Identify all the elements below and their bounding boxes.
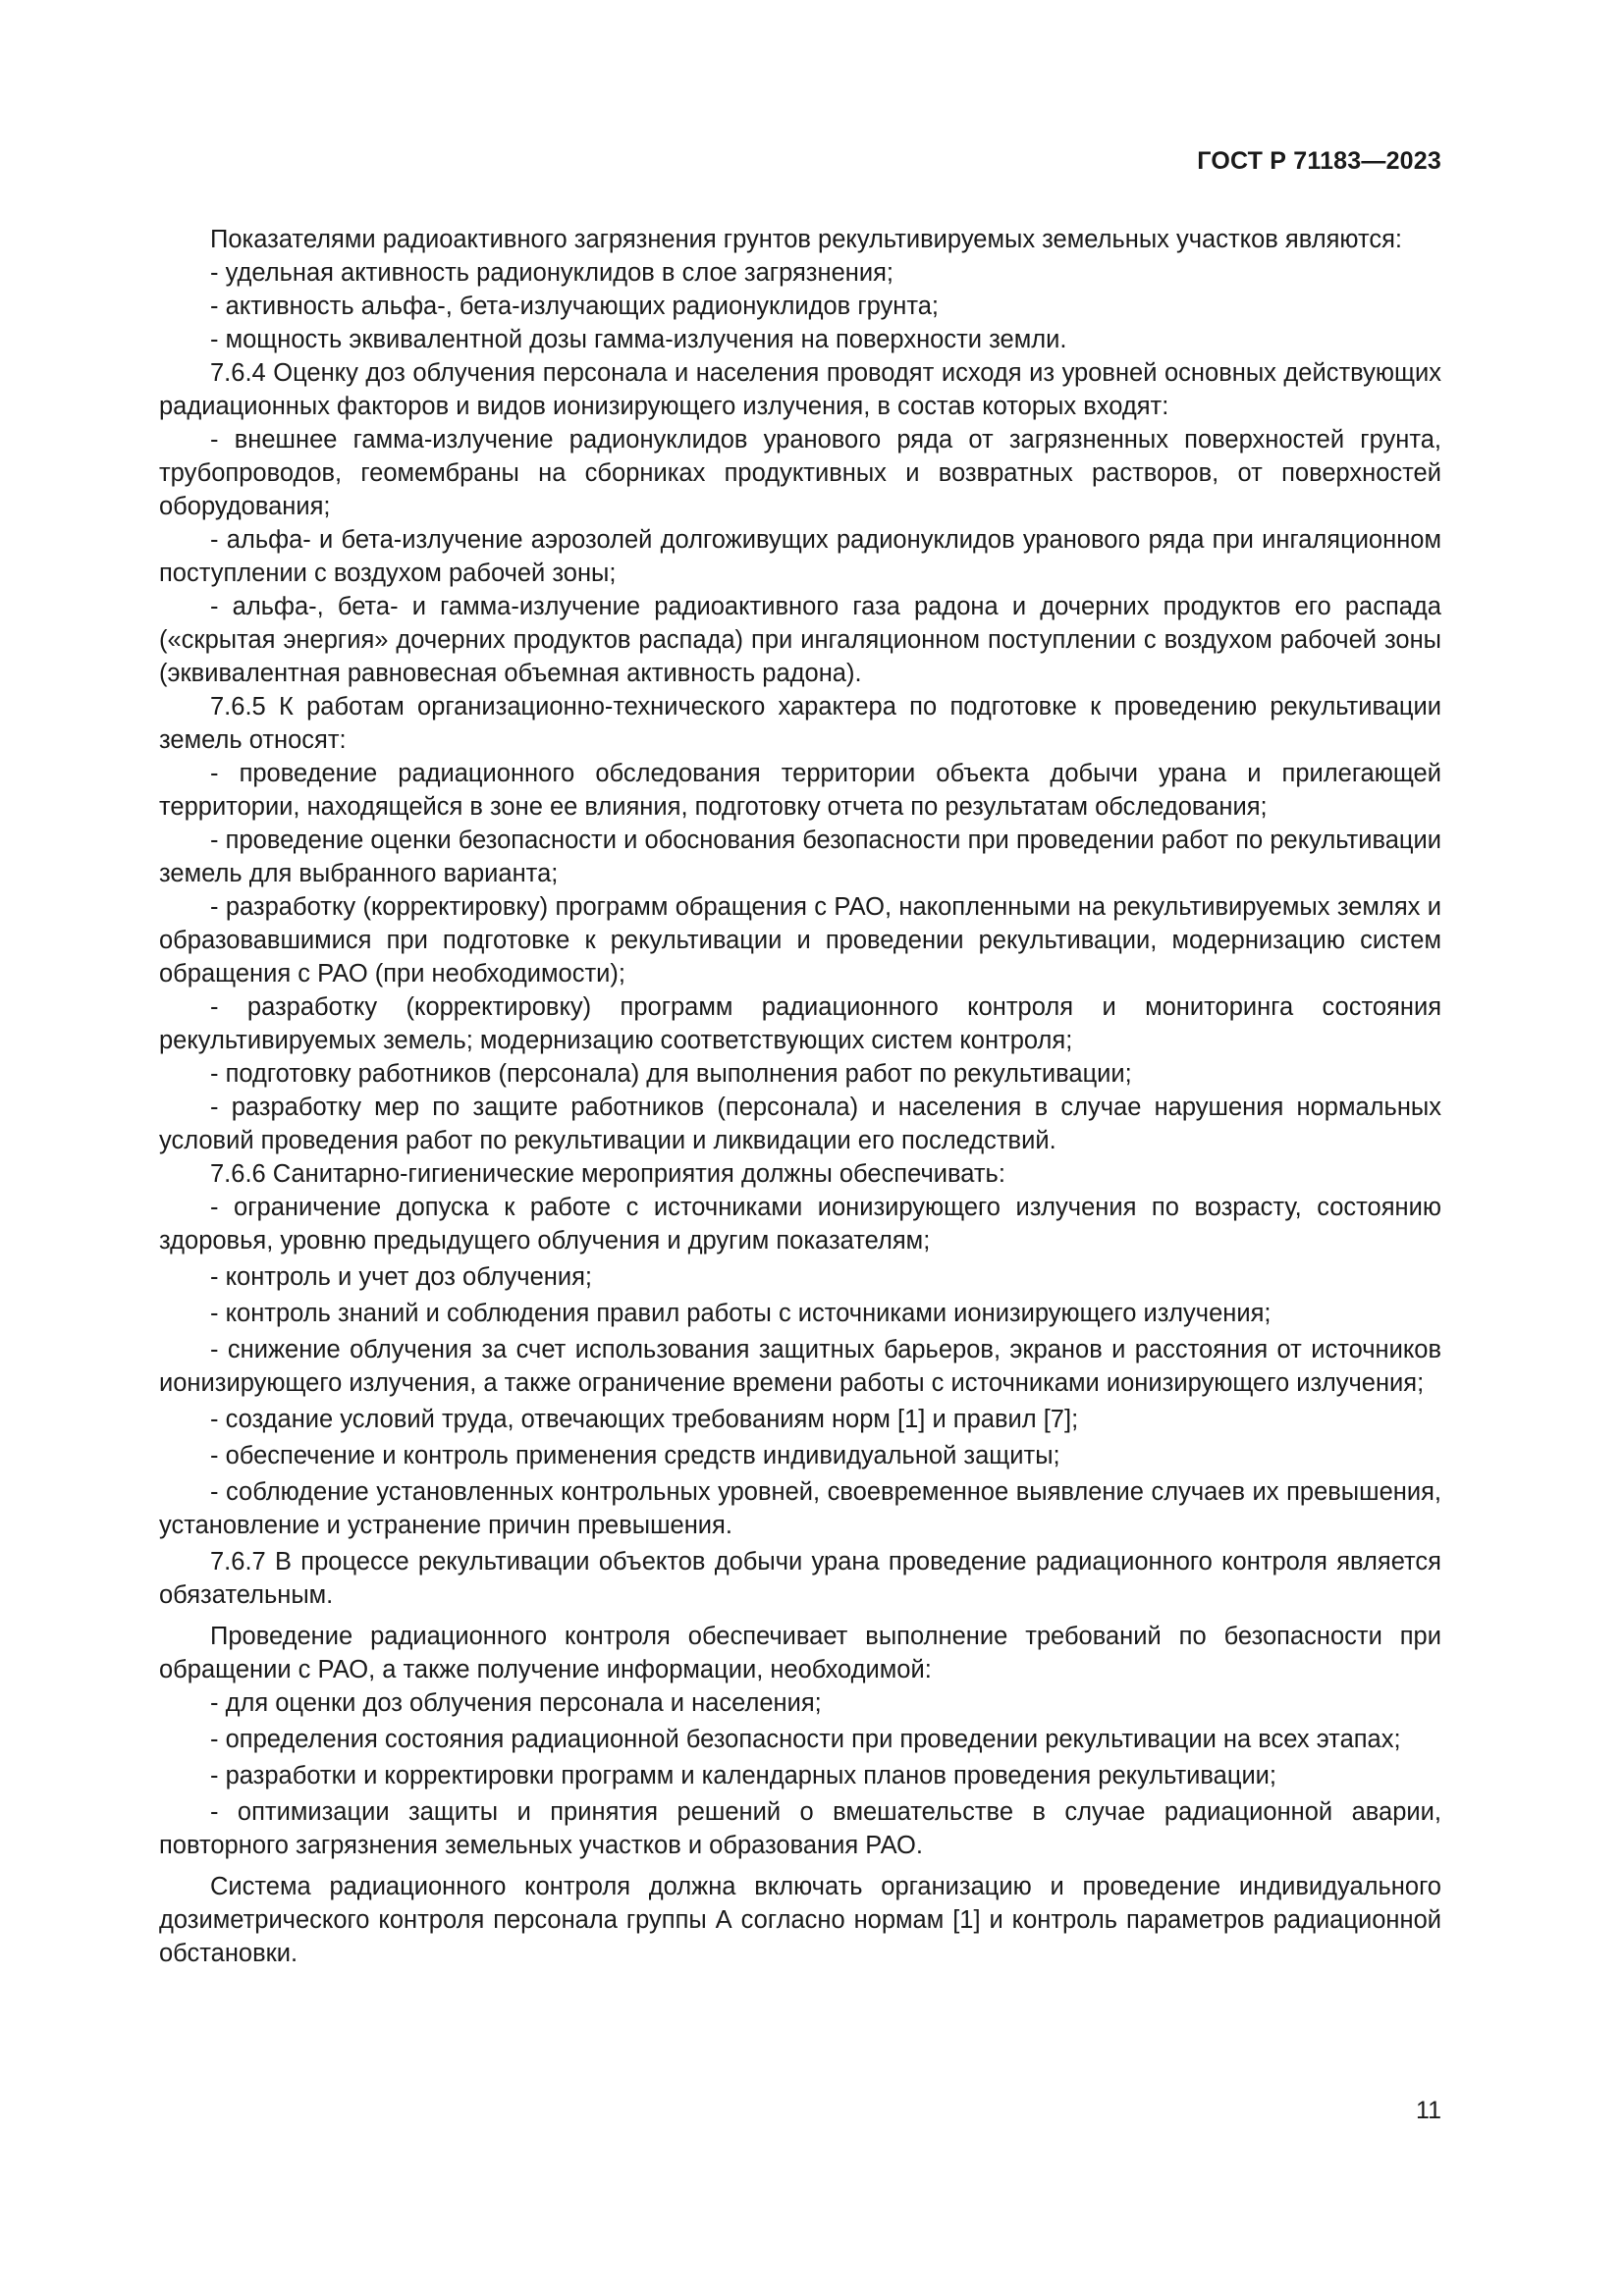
list-item: - контроль и учет доз облучения; (210, 1263, 592, 1291)
page-number: 11 (1416, 2097, 1441, 2124)
list-item: - мощность эквивалентной дозы гамма-излучения на поверхности земли. (210, 326, 1067, 353)
list-item: - разработки и корректировки программ и календарных планов проведения рекультивации; (210, 1762, 1277, 1789)
clause-7-6-4: 7.6.4 Оценку доз облучения персонала и населения проводят исходя из уровней основных действующих радиационных факторов и видов ионизирующего излучения, в состав которых входят: (159, 359, 1441, 420)
list-item: - проведение радиационного обследования территории объекта добычи урана и прилегающей территории, находящейся в зоне ее влияния, подготовку отчета по результатам обследования; (159, 760, 1441, 821)
list-item: - снижение облучения за счет использования защитных барьеров, экранов и расстояния от источников ионизирующего излучения, а также ограничение времени работы с источниками ионизирующего излучения; (159, 1336, 1441, 1397)
list-item: - альфа- и бета-излучение аэрозолей долгоживущих радионуклидов уранового ряда при ингаляционном поступлении с воздухом рабочей зоны; (159, 526, 1441, 587)
list-item: - обеспечение и контроль применения средств индивидуальной защиты; (210, 1442, 1060, 1469)
list-item: - ограничение допуска к работе с источниками ионизирующего излучения по возрасту, состоянию здоровья, уровню предыдущего облучения и другим показателям; (159, 1194, 1441, 1255)
list-item: - для оценки доз облучения персонала и населения; (210, 1689, 822, 1717)
list-item: - контроль знаний и соблюдения правил работы с источниками ионизирующего излучения; (210, 1300, 1272, 1327)
list-item: - определения состояния радиационной безопасности при проведении рекультивации на всех этапах; (210, 1726, 1401, 1753)
list-item: - удельная активность радионуклидов в слое загрязнения; (210, 259, 893, 287)
list-item: - разработку (корректировку) программ радиационного контроля и мониторинга состояния рекультивируемых земель; модернизацию соответствующих систем контроля; (159, 993, 1441, 1054)
body-text (159, 223, 1441, 1970)
list-item: - разработку (корректировку) программ обращения с РАО, накопленными на рекультивируемых землях и образовавшимися при подготовке к рекультивации и проведении рекультивации, модернизацию систем обращения с РАО (при необходимости); (159, 893, 1441, 988)
list-item: - проведение оценки безопасности и обоснования безопасности при проведении работ по рекультивации земель для выбранного варианта; (159, 827, 1441, 887)
list-item: - создание условий труда, отвечающих требованиям норм [1] и правил [7]; (210, 1406, 1079, 1433)
list-item: - активность альфа-, бета-излучающих радионуклидов грунта; (210, 293, 940, 320)
clause-7-6-5: 7.6.5 К работам организационно-технического характера по подготовке к проведению рекультивации земель относят: (159, 693, 1441, 754)
clause-7-6-6: 7.6.6 Санитарно-гигиенические мероприятия должны обеспечивать: (210, 1160, 1005, 1188)
paragraph: Проведение радиационного контроля обеспечивает выполнение требований по безопасности при обращении с РАО, а также получение информации, необходимой: (159, 1623, 1441, 1683)
clause-7-6-7: 7.6.7 В процессе рекультивации объектов добычи урана проведение радиационного контроля является обязательным. (159, 1548, 1441, 1609)
list-item: - альфа-, бета- и гамма-излучение радиоактивного газа радона и дочерних продуктов его распада («скрытая энергия» дочерних продуктов распада) при ингаляционном поступлении с воздухом рабочей зоны (эквивалентная равновесная объемная активность радона). (159, 593, 1441, 687)
standard-header: ГОСТ Р 71183—2023 (1197, 147, 1441, 175)
list-item: - оптимизации защиты и принятия решений о вмешательстве в случае радиационной аварии, повторного загрязнения земельных участков и образования РАО. (159, 1798, 1441, 1859)
list-item: - подготовку работников (персонала) для выполнения работ по рекультивации; (210, 1060, 1132, 1088)
paragraph: Система радиационного контроля должна включать организацию и проведение индивидуального дозиметрического контроля персонала группы А согласно нормам [1] и контроль параметров радиационной обстановки. (159, 1873, 1441, 1967)
list-item: - внешнее гамма-излучение радионуклидов уранового ряда от загрязненных поверхностей грунта, трубопроводов, геомембраны на сборниках продуктивных и возвратных растворов, от поверхностей оборудования; (159, 426, 1441, 520)
list-item: - разработку мер по защите работников (персонала) и населения в случае нарушения нормальных условий проведения работ по рекультивации и ликвидации его последствий. (159, 1094, 1441, 1154)
list-item: - соблюдение установленных контрольных уровней, своевременное выявление случаев их превышения, установление и устранение причин превышения. (159, 1478, 1441, 1539)
paragraph: Показателями радиоактивного загрязнения грунтов рекультивируемых земельных участков являются: (210, 226, 1402, 253)
